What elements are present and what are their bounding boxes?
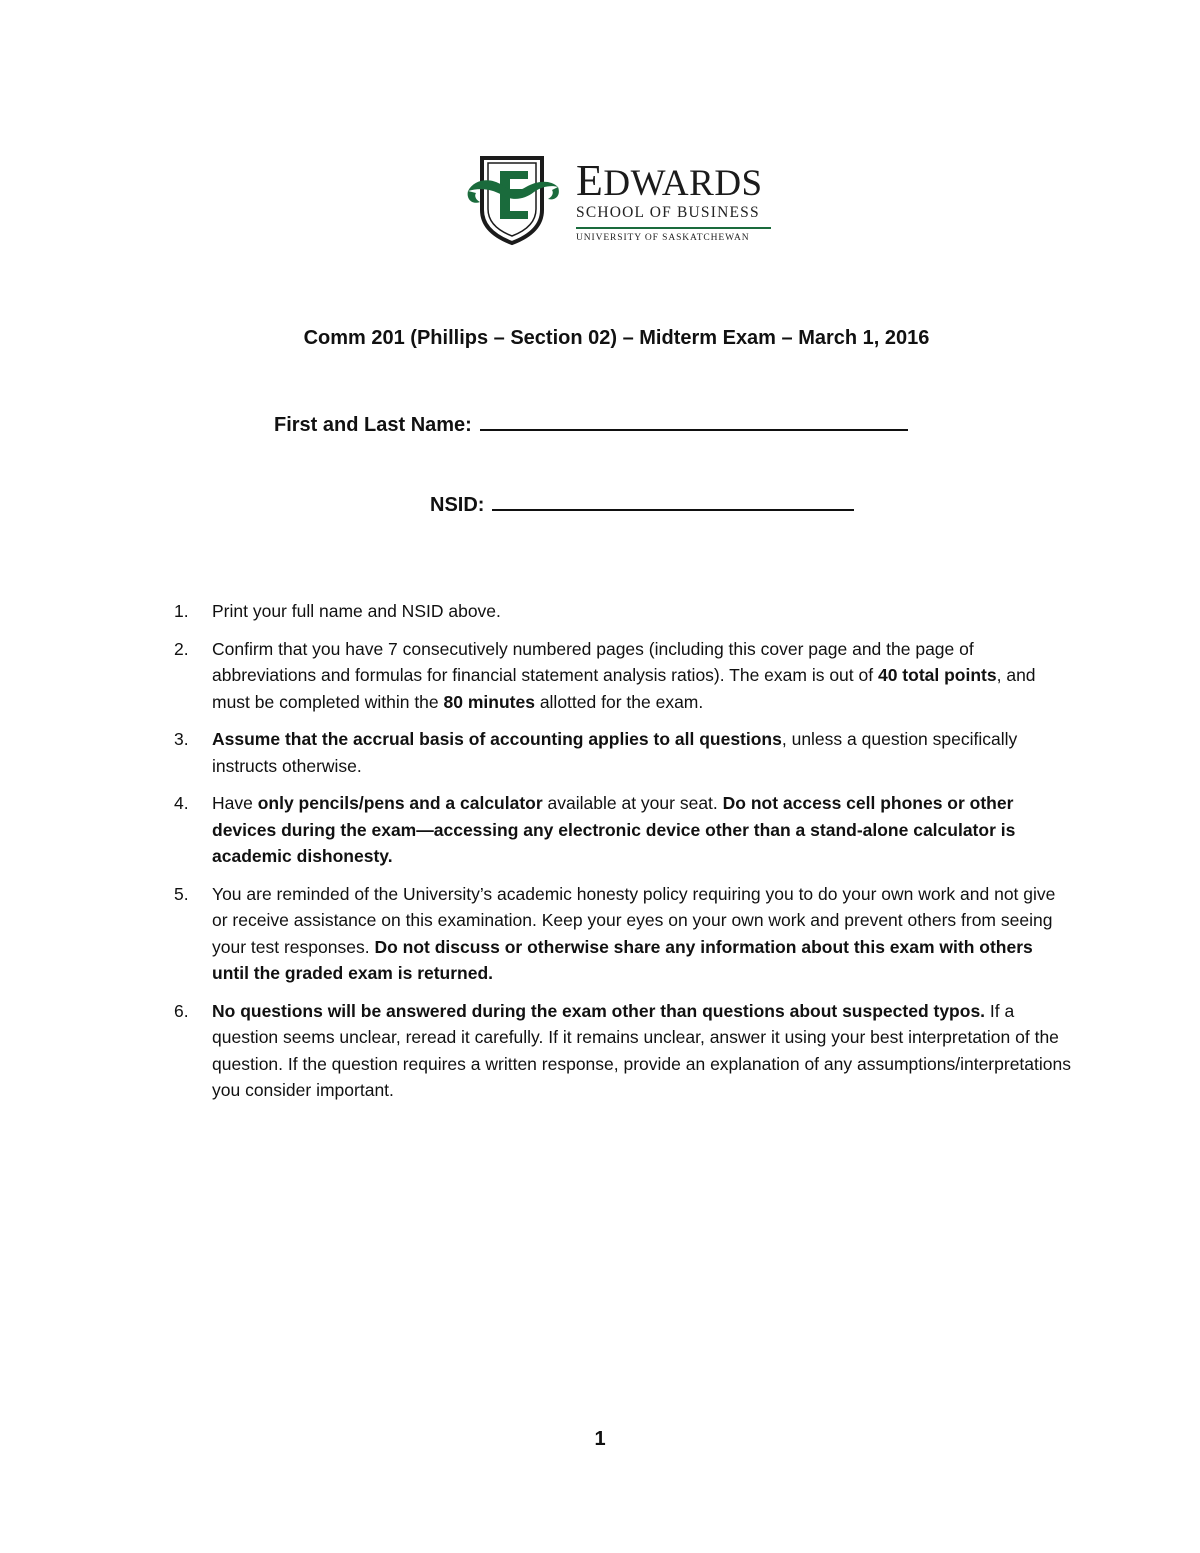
name-field[interactable]: [274, 414, 908, 437]
instruction-text: available at your seat.: [542, 793, 723, 813]
instruction-text: , unless a question specifically instructs otherwise.: [212, 729, 1018, 776]
instruction-text-bold: Assume that the accrual basis of accounting applies to all questions: [212, 729, 782, 749]
instruction-text-bold: only pencils/pens and a calculator: [257, 793, 543, 813]
edwards-logo: [466, 155, 776, 247]
logo-wordmark: [576, 156, 763, 205]
instruction-number: 5.: [174, 883, 189, 904]
instruction-text: allotted for the exam.: [534, 691, 704, 712]
page-number: 1: [594, 1428, 606, 1450]
logo-school-text: SCHOOL OF BUSINESS: [576, 204, 760, 221]
instruction-number: 6.: [174, 1000, 189, 1021]
exam-title: Comm 201 (Phillips – Section 02) – Midterm Exam – March 1, 2016: [303, 327, 930, 349]
instruction-item: [174, 998, 1074, 1104]
instruction-number: 4.: [174, 793, 189, 813]
logo-divider: [576, 227, 771, 229]
instruction-text: Have: [212, 793, 258, 813]
instruction-number: 1.: [174, 601, 189, 621]
instruction-text: If a question seems unclear, reread it carefully. If it remains unclear, answer it using your best interpretation of the question. If the question requires a written response, provide an explanation of any assumptions/interpretations you consider important.: [212, 1000, 1071, 1100]
instructions-list: [174, 598, 1074, 1115]
instruction-text-bold: No questions will be answered during the exam other than questions about suspected typos.: [212, 1000, 986, 1021]
instruction-text-bold: Do not discuss or otherwise share any information about this exam with others until the graded exam is returned.: [212, 936, 1033, 983]
instruction-text: , and must be completed within the: [212, 665, 1036, 712]
instruction-text: Confirm that you have 7 consecutively numbered pages (including this cover page and the page of abbreviations and formulas for financial statement analysis ratios). The exam is out of: [212, 638, 974, 685]
nsid-blank-line[interactable]: [492, 508, 854, 511]
nsid-field-label: NSID:: [430, 494, 485, 516]
instruction-text-bold: 80 minutes: [443, 691, 535, 712]
instruction-text-bold: Do not access cell phones or other devices during the exam—accessing any electronic device other than a stand-alone calculator is academic dishonesty.: [212, 793, 1016, 866]
instruction-item: [174, 790, 1074, 870]
instruction-item: [174, 598, 1074, 625]
name-blank-line[interactable]: [480, 428, 908, 431]
instruction-text: Print your full name and NSID above.: [212, 601, 501, 621]
instruction-number: 2.: [174, 638, 189, 659]
logo-wordmark-initial: E: [576, 156, 604, 205]
instruction-item: [174, 881, 1074, 987]
instruction-text: You are reminded of the University’s academic honesty policy requiring you to do your own work and not give or receive assistance on this examination. Keep your eyes on your own work and prevent others from seeing your test responses.: [212, 883, 1056, 957]
instruction-item: [174, 726, 1074, 779]
logo-university-text: UNIVERSITY OF SASKATCHEWAN: [576, 233, 750, 243]
name-field-label: First and Last Name:: [274, 414, 472, 436]
nsid-field[interactable]: [430, 494, 854, 517]
instruction-text-bold: 40 total points: [877, 665, 997, 685]
instruction-number: 3.: [174, 729, 189, 749]
instruction-item: [174, 636, 1074, 716]
shield-logo-icon: [466, 155, 561, 247]
logo-wordmark-rest: DWARDS: [603, 163, 763, 204]
